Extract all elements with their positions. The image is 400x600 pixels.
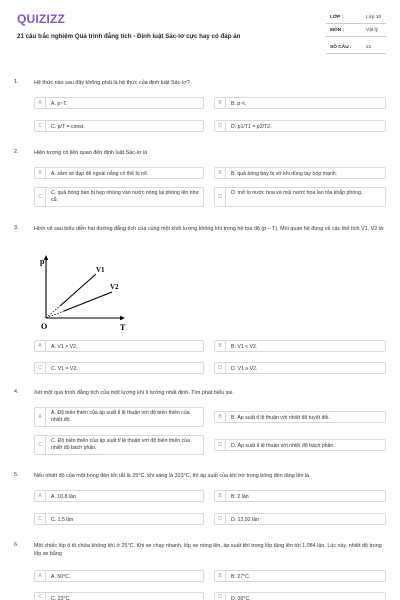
meta-label: MÔN : <box>330 28 345 33</box>
option-letter: C <box>35 188 46 206</box>
meta-value: 21 <box>366 45 372 50</box>
option-a[interactable] <box>34 340 204 352</box>
question-number: 1. <box>14 79 19 85</box>
option-a[interactable] <box>34 97 204 109</box>
option-b[interactable] <box>214 570 386 582</box>
t-axis-label: T <box>120 323 126 332</box>
option-text: D. p1/T1 = p2/T2. <box>231 124 272 130</box>
v1-line <box>60 274 96 306</box>
option-text: B. 27°C. <box>231 574 251 580</box>
option-c[interactable] <box>34 513 204 525</box>
option-d[interactable] <box>214 592 386 600</box>
meta-label: LỚP : <box>330 15 344 20</box>
option-text: D. 30°C. <box>231 596 251 600</box>
question-text: Xét một quá trình đẳng tích của một lượng khí lí tưởng nhất định. Tìm phát biểu sai. <box>34 390 234 396</box>
question-number: 5. <box>14 472 19 478</box>
worksheet-title: 21 câu trắc nghiệm Quá trình đẳng tích - Định luật Sác-lơ cực hay có đáp án <box>17 33 241 40</box>
option-d[interactable] <box>214 362 386 374</box>
option-letter: C <box>35 363 46 373</box>
option-text: B. quả bóng bay bị vỡ khi dùng tay bóp mạnh. <box>231 171 338 177</box>
option-text: C. Độ biến thiên của áp suất tỉ lệ thuận với độ biến thiên của nhiệt độ bách phân. <box>51 438 190 451</box>
option-letter: D <box>215 593 226 600</box>
worksheet-header <box>0 0 400 72</box>
option-d[interactable] <box>214 439 386 451</box>
option-letter: B <box>215 571 226 581</box>
option-text: D. V1 ≥ V2. <box>231 366 258 372</box>
t-axis-arrow <box>120 316 125 320</box>
meta-value: Vật lý <box>366 28 378 33</box>
option-text: C. V1 = V2. <box>51 366 78 372</box>
v1-label: V1 <box>96 266 105 274</box>
question-number: 6. <box>14 542 19 548</box>
question-number: 3. <box>14 225 19 231</box>
option-letter: B <box>215 491 226 501</box>
option-text: C. 1,5 lần <box>51 517 74 523</box>
option-b[interactable] <box>214 167 386 179</box>
option-letter: D <box>215 514 226 524</box>
option-text: B. 2 lần <box>231 494 249 500</box>
option-a[interactable] <box>34 570 204 582</box>
option-text: A. Độ biến thiên của áp suất tỉ lệ thuận với độ biến thiên của nhiệt độ. <box>51 410 190 423</box>
isochore-graph <box>34 254 134 334</box>
option-letter: C <box>35 593 46 600</box>
option-b[interactable] <box>214 97 386 109</box>
option-b[interactable] <box>214 411 386 423</box>
option-letter: B <box>215 168 226 178</box>
meta-row-count <box>326 43 386 54</box>
option-text: B. Áp suất tỉ lệ thuận với nhiệt độ tuyệt đối. <box>231 415 330 421</box>
option-a[interactable] <box>34 407 204 427</box>
option-text: D. mở lọ nước hoa và mùi nước hoa lan tỏa khắp phòng. <box>231 190 363 196</box>
option-letter: D <box>215 188 226 206</box>
option-text: D. 12,92 lần <box>231 517 259 523</box>
option-c[interactable] <box>34 435 204 455</box>
p-axis-arrow <box>44 255 48 260</box>
option-text: A. 50°C. <box>51 574 71 580</box>
question-number: 2. <box>14 149 19 155</box>
meta-label: SỐ CÂU : <box>330 45 352 50</box>
option-d[interactable] <box>214 187 386 207</box>
option-letter: C <box>35 436 46 454</box>
option-text: C. p/T = const. <box>51 124 85 130</box>
option-a[interactable] <box>34 167 204 179</box>
v2-dashed-extension <box>46 311 64 318</box>
option-letter: A <box>35 491 46 501</box>
option-letter: A <box>35 571 46 581</box>
question-text: Nếu nhiệt độ của một bóng đèn khi tắt là 25°C, khi sáng là 323°C, thì áp suất của khí trơ trong bóng đèn tăng lên là <box>34 473 310 479</box>
origin-label: O <box>41 322 48 331</box>
option-d[interactable] <box>214 120 386 132</box>
option-letter: A <box>35 408 46 426</box>
divider <box>326 23 386 24</box>
divider <box>326 36 386 37</box>
option-text: C. quả bóng bàn bị bẹp nhúng vào nước nóng lại phồng lên như cũ. <box>51 190 199 203</box>
divider <box>326 53 386 54</box>
option-d[interactable] <box>214 513 386 525</box>
option-c[interactable] <box>34 592 204 600</box>
option-text: C. 23°C. <box>51 596 71 600</box>
option-text: A. p~T. <box>51 101 68 107</box>
option-text: A. V1 > V2. <box>51 344 78 350</box>
question-text: Hiện tượng có liên quan đến định luật Sác-lơ là <box>34 150 148 156</box>
option-letter: D <box>215 440 226 450</box>
option-a[interactable] <box>34 490 204 502</box>
option-text: B. V1 < V2. <box>231 344 258 350</box>
option-letter: D <box>215 363 226 373</box>
quizizz-logo: QUIZIZZ <box>17 12 66 26</box>
meta-row-class <box>326 13 386 24</box>
option-text: A. săm xe đạp để ngoài nắng có thể bị nổ. <box>51 171 149 177</box>
option-letter: A <box>35 341 46 351</box>
option-text: D. Áp suất tỉ lệ thuận với nhiệt độ bách phân. <box>231 443 335 449</box>
option-text: B. p~t. <box>231 101 247 107</box>
v1-dashed-extension <box>46 306 60 318</box>
question-number: 4. <box>14 389 19 395</box>
option-letter: B <box>215 412 226 422</box>
option-b[interactable] <box>214 340 386 352</box>
option-letter: C <box>35 514 46 524</box>
question-text: Một chiếc lốp ô tô chứa không khí ở 25°C. Khi xe chạy nhanh, lốp xe nóng lên, áp suất khí trong lốp tăng lên tới 1,084 lần. Lúc này, nhiệt độ trong lốp xe bằng <box>34 543 382 557</box>
option-letter: B <box>215 341 226 351</box>
option-letter: D <box>215 121 226 131</box>
option-letter: C <box>35 121 46 131</box>
v2-label: V2 <box>110 283 119 291</box>
option-c[interactable] <box>34 120 204 132</box>
option-letter: B <box>215 98 226 108</box>
option-c[interactable] <box>34 187 204 207</box>
option-text: A. 10,8 lần <box>51 494 76 500</box>
v2-line <box>64 292 112 311</box>
option-letter: A <box>35 168 46 178</box>
question-text: Hình vẽ sau biểu diễn hai đường đẳng tích của cùng một khối lượng không khí trong hệ tọa độ (p – T). Mối quan hệ đúng về các thể tích V1, V2 là: <box>34 226 385 232</box>
option-c[interactable] <box>34 362 204 374</box>
p-axis-label: p <box>40 257 45 266</box>
meta-row-subject <box>326 26 386 37</box>
meta-value: Lớp 10 <box>366 15 382 20</box>
option-b[interactable] <box>214 490 386 502</box>
option-letter: A <box>35 98 46 108</box>
question-text: Hệ thức nào sau đây không phải là hệ thức của định luật Sác-lơ? <box>34 80 190 86</box>
